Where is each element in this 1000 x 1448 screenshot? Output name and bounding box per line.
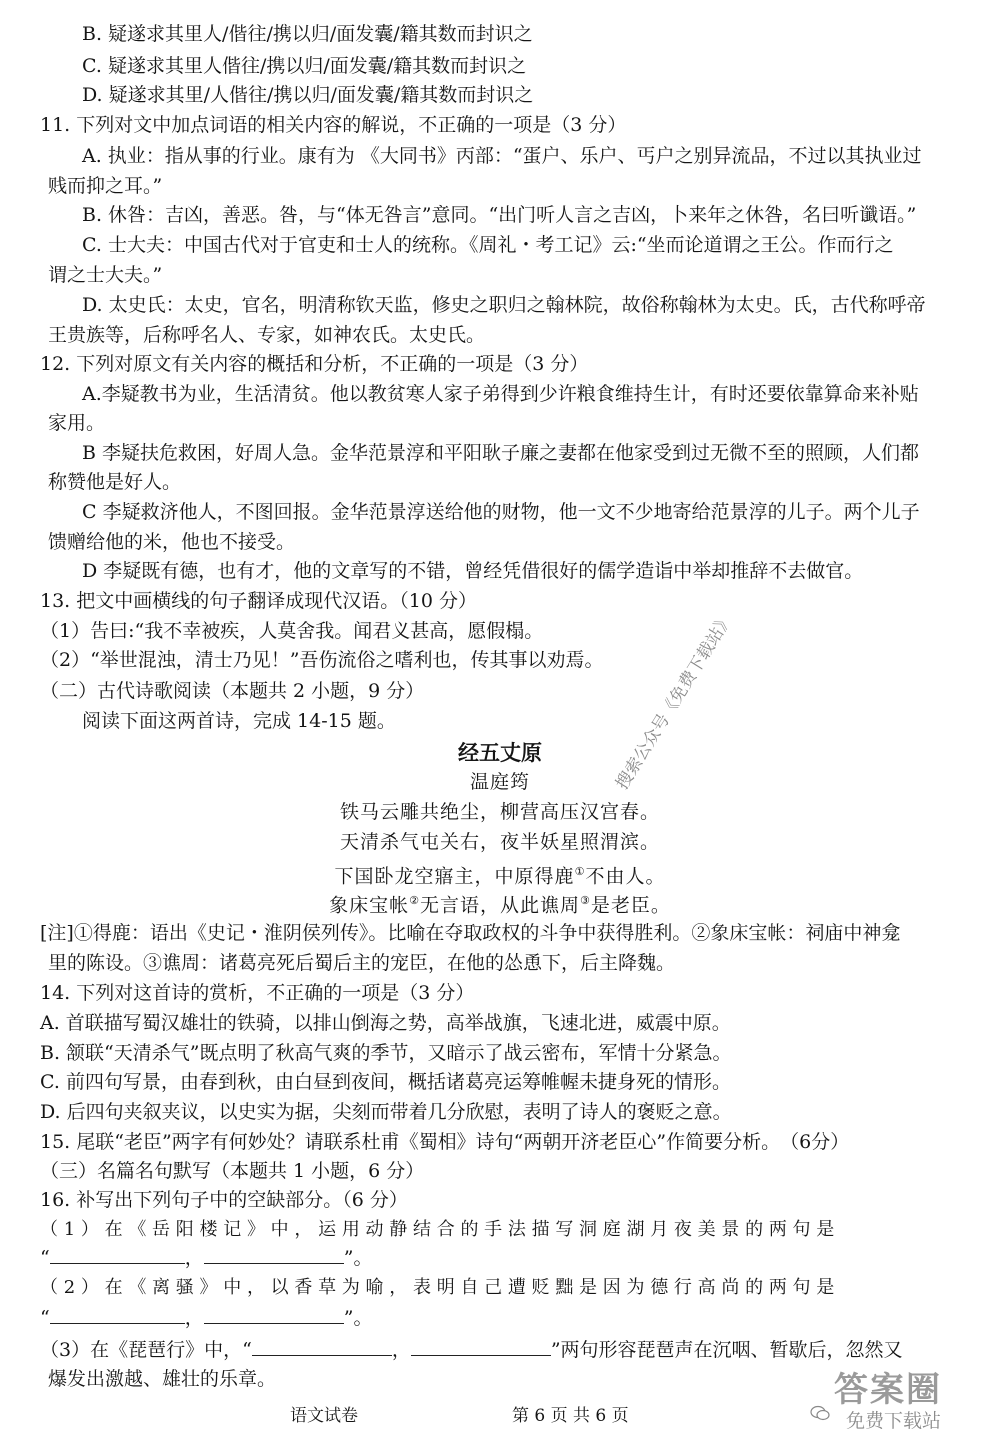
- q11-option-d: D. 太史氏：太史，官名，明清称钦天监，修史之职归之翰林院，故俗称翰林为太史。氏，古代称呼帝: [82, 294, 926, 316]
- q16-item-1-answer: [40, 1243, 968, 1273]
- q13-stem: 13. 把文中画横线的句子翻译成现代汉语。（10 分）: [40, 590, 477, 612]
- footnote-marker-2: ②: [409, 894, 420, 907]
- q10-option-b: B. 疑遂求其里人/偕往/携以归/面发囊/籍其数而封识之: [82, 23, 533, 45]
- poem-line-4: [0, 886, 1000, 920]
- q12-option-c: C 李疑救济他人，不图回报。金华范景淳送给他的财物，他一文不少地寄给范景淳的儿子。两个儿子: [82, 501, 920, 523]
- section-2-heading: （二）古代诗歌阅读（本题共 2 小题，9 分）: [40, 680, 425, 702]
- answer-blank-5[interactable]: [252, 1337, 392, 1356]
- q14-stem: 14. 下列对这首诗的赏析，不正确的一项是（3 分）: [40, 982, 475, 1004]
- watermark-text: 搜索公众号《免费下载站》: [612, 609, 738, 794]
- q11-stem: 11. 下列对文中加点词语的相关内容的解说，不正确的一项是（3 分）: [40, 114, 627, 136]
- footer-subject: 语文试卷: [290, 1406, 358, 1426]
- poem-line-3-head: 下国卧龙空寤主，中原得鹿: [334, 865, 575, 888]
- poem-title: 经五丈原: [458, 740, 542, 765]
- footnote-marker-1: ①: [574, 865, 586, 878]
- q14-option-a: A. 首联描写蜀汉雄壮的铁骑，以排山倒海之势，高举战旗，飞速北进，威震中原。: [40, 1012, 731, 1034]
- q12-option-b: B 李疑扶危救困，好周人急。金华范景淳和平阳耿子廉之妻都在他家受到过无微不至的照顾，人们都: [82, 442, 920, 464]
- site-logo: [826, 1356, 976, 1436]
- open-quote: “: [40, 1247, 50, 1269]
- q14-option-b: B. 颔联“天清杀气”既点明了秋高气爽的季节，又暗示了战云密布，军情十分紧急。: [40, 1042, 732, 1064]
- q11-option-a: A. 执业：指从事的行业。康有为 《大同书》丙部：“蛋户、乐户、丐户之别异流品，不过以其执业过: [82, 145, 922, 167]
- poem-line-3-tail: 不由人。: [585, 865, 666, 888]
- poem-note: [注]①得鹿：语出《史记・淮阴侯列传》。比喻在夺取政权的斗争中获得胜利。②象床宝帐：祠庙中神龛: [40, 922, 901, 944]
- q11-option-c-cont: 谓之士大夫。”: [48, 264, 163, 286]
- answer-blank-3[interactable]: [50, 1305, 185, 1324]
- logo-title: 答案圈: [834, 1370, 942, 1410]
- answer-blank-2[interactable]: [204, 1245, 344, 1264]
- q11-option-c: C. 士大夫：中国古代对于官吏和士人的统称。《周礼・考工记》云:“坐而论道谓之王公。作而行之: [82, 234, 894, 256]
- q12-stem: 12. 下列对原文有关内容的概括和分析，不正确的一项是（3 分）: [40, 353, 589, 375]
- close-quote: ”。: [343, 1247, 373, 1269]
- comma: ，: [184, 1247, 204, 1269]
- q12-option-a: A.李疑教书为业，生活清贫。他以教贫寒人家子弟得到少许粮食维持生计，有时还要依靠算命来补贴: [82, 383, 919, 405]
- footnote-marker-3: ③: [580, 894, 591, 907]
- q12-option-a-cont: 家用。: [48, 412, 106, 434]
- poem-line-1: 铁马云雕共绝尘，柳营高压汉宫春。: [339, 801, 660, 823]
- q16-item-3-pre: （3）在《琵琶行》中，“: [40, 1339, 252, 1361]
- poem-line-4-b: 无言语，从此谯周: [419, 894, 580, 917]
- q16-item-3-post: ”两句形容琵琶声在沉咽、暂歇后，忽然又: [550, 1339, 903, 1361]
- open-quote: “: [40, 1307, 50, 1329]
- q16-item-1: （ 1 ） 在 《 岳 阳 楼 记 》 中 ， 运 用 动 静 结 合 的 手 法 描 写 洞 庭 湖 月 夜 美 景 的 两 句 是: [40, 1219, 835, 1240]
- q12-option-b-cont: 称赞他是好人。: [48, 471, 182, 493]
- answer-blank-1[interactable]: [50, 1245, 185, 1264]
- comma: ，: [184, 1307, 204, 1329]
- q15-stem: 15. 尾联“老臣”两字有何妙处？请联系杜甫《蜀相》诗句“两朝开济老臣心”作简要分析。 （6分）: [40, 1131, 850, 1153]
- q11-option-a-cont: 贱而抑之耳。”: [48, 175, 163, 197]
- q13-sentence-2: （2）“举世混浊，清士乃见！”吾伤流俗之嗜利也，传其事以劝焉。: [40, 649, 604, 671]
- q14-option-d: D. 后四句夹叙夹议，以史实为据，尖刻而带着几分欣慰，表明了诗人的褒贬之意。: [40, 1101, 732, 1123]
- section-3-heading: （三）名篇名句默写（本题共 1 小题，6 分）: [40, 1160, 425, 1182]
- close-quote: ”。: [343, 1307, 373, 1329]
- logo-subtitle: 免费下载站: [846, 1410, 942, 1432]
- poem-line-4-a: 象床宝帐: [329, 894, 410, 917]
- q12-option-d: D 李疑既有德，也有才，他的文章写的不错，曾经凭借很好的儒学造诣中举却推辞不去做官。: [82, 560, 864, 582]
- q12-option-c-cont: 馈赠给他的米，他也不接受。: [48, 531, 296, 553]
- footer-page-number: 第 6 页 共 6 页: [512, 1406, 629, 1426]
- poem-author: 温庭筠: [469, 771, 530, 793]
- q13-sentence-1: （1）告曰:“我不幸被疾，人莫舍我。闻君义甚高，愿假榻。: [40, 620, 544, 642]
- q16-item-2: （ 2 ） 在 《 离 骚 》 中 ， 以 香 草 为 喻 ， 表 明 自 己 遭 贬 黜 是 因 为 德 行 高 尚 的 两 句 是: [40, 1277, 835, 1298]
- q16-stem: 16. 补写出下列句子中的空缺部分。（6 分）: [40, 1189, 408, 1211]
- poem-note-cont: 里的陈设。③谯周：诸葛亮死后蜀后主的宠臣，在他的怂恿下，后主降魏。: [48, 952, 676, 974]
- poem-line-4-c: 是老臣。: [590, 894, 671, 917]
- section-2-intro: 阅读下面这两首诗，完成 14-15 题。: [82, 710, 396, 732]
- comma: ，: [391, 1339, 411, 1361]
- q16-item-3-cont: 爆发出激越、雄壮的乐章。: [48, 1368, 277, 1390]
- q10-option-c: C. 疑遂求其里人偕往/携以归/面发囊/籍其数而封识之: [82, 55, 527, 77]
- poem-line-2: 天清杀气屯关右，夜半妖星照渭滨。: [339, 831, 660, 853]
- answer-blank-6[interactable]: [411, 1337, 551, 1356]
- q16-item-2-answer: [40, 1303, 968, 1333]
- q14-option-c: C. 前四句写景，由春到秋，由白昼到夜间，概括诸葛亮运筹帷幄未捷身死的情形。: [40, 1071, 731, 1093]
- q10-option-d: D. 疑遂求其里/人偕往/携以归/面发囊/籍其数而封识之: [82, 84, 534, 106]
- q11-option-b: B. 休咎：吉凶，善恶。咎，与“体无咎言”意同。“出门听人言之吉凶，卜来年之休咎，名曰听谶语。”: [82, 204, 917, 226]
- q11-option-d-cont: 王贵族等，后称呼名人、专家，如神农氏。太史氏。: [48, 324, 486, 346]
- answer-blank-4[interactable]: [204, 1305, 344, 1324]
